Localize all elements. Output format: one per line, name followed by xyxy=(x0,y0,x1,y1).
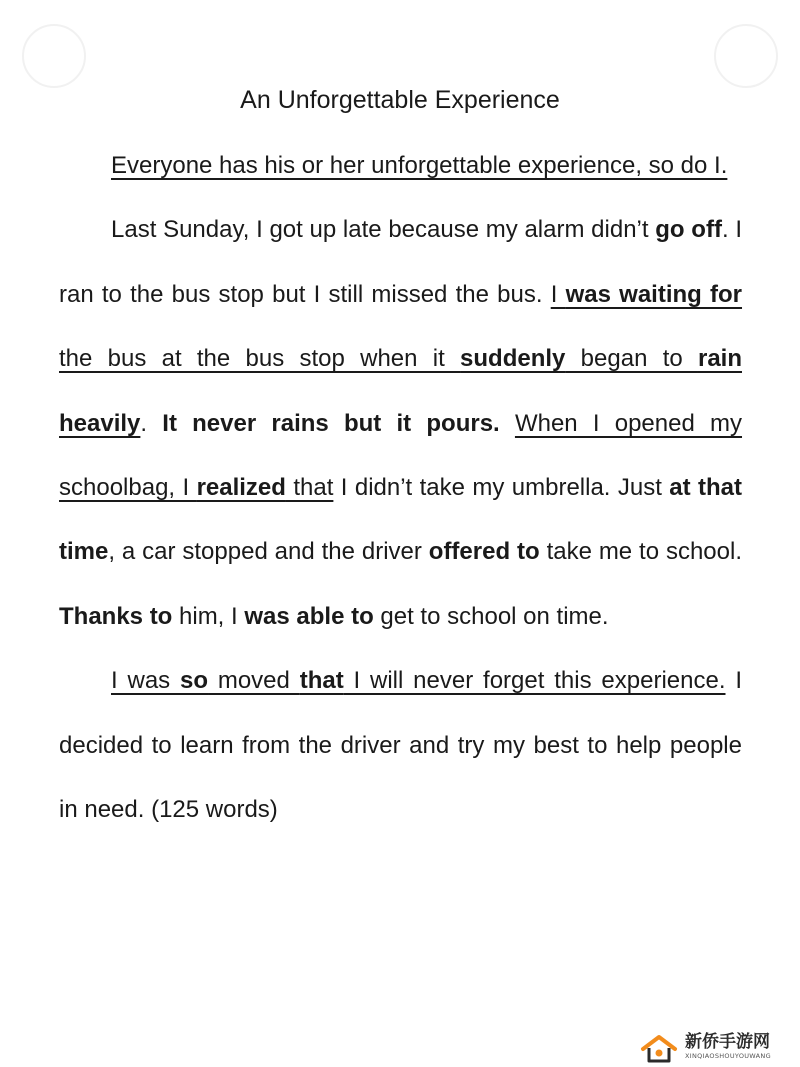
watermark xyxy=(640,1030,800,1067)
text-segment: Last Sunday, I got up late because my alarm didn’t xyxy=(111,216,656,244)
text-segment: that xyxy=(299,667,344,695)
essay-paragraph xyxy=(59,649,742,842)
text-segment: get to school on time. xyxy=(373,602,609,630)
text-segment: . I ran to the bus stop but I still missed the bus. xyxy=(59,216,742,308)
text-segment xyxy=(500,410,515,437)
text-segment: realized xyxy=(196,474,286,502)
text-segment: him, I xyxy=(172,602,245,630)
text-segment: that xyxy=(285,474,334,502)
corner-mark xyxy=(714,24,778,88)
text-segment: began to xyxy=(565,345,698,373)
text-segment: I didn’t take my umbrella. Just xyxy=(333,474,670,502)
house-logo-icon xyxy=(640,1034,678,1064)
text-segment: take me to school. xyxy=(539,538,742,566)
essay-body xyxy=(59,134,742,842)
essay-paragraph xyxy=(59,198,742,649)
essay-paragraph xyxy=(59,134,742,198)
text-segment: at that time xyxy=(59,474,743,566)
text-segment: moved xyxy=(208,667,300,695)
text-segment: suddenly xyxy=(460,345,566,373)
text-segment: It never rains but it pours. xyxy=(162,409,500,437)
text-segment: the bus at the bus stop when it xyxy=(59,345,461,373)
text-segment: go off xyxy=(655,216,722,244)
text-segment: . xyxy=(140,409,163,437)
essay-title: An Unforgettable Experience xyxy=(240,86,560,114)
text-segment: so xyxy=(180,667,209,695)
text-segment: I decided to learn from the driver and try my best to help people in need. (125 words) xyxy=(59,667,742,824)
text-segment: When I opened my schoolbag, I xyxy=(59,409,743,502)
text-segment: Thanks to xyxy=(59,602,173,630)
text-segment: was able to xyxy=(244,602,374,630)
text-segment: I was xyxy=(111,667,180,695)
watermark-domain: XINQIAOSHOUYOUWANG xyxy=(685,1052,771,1060)
text-segment: rain heavily xyxy=(59,345,742,437)
text-segment: was waiting for xyxy=(565,280,743,308)
corner-mark xyxy=(22,24,86,88)
text-segment: I will never forget this experience. xyxy=(343,667,726,695)
text-segment: , a car stopped and the driver xyxy=(108,538,429,566)
text-segment: Everyone has his or her unforgettable experience, so do I. xyxy=(111,152,728,179)
text-segment: I xyxy=(550,280,566,308)
text-segment: offered to xyxy=(428,538,540,566)
watermark-name: 新侨手游网 xyxy=(685,1032,770,1052)
